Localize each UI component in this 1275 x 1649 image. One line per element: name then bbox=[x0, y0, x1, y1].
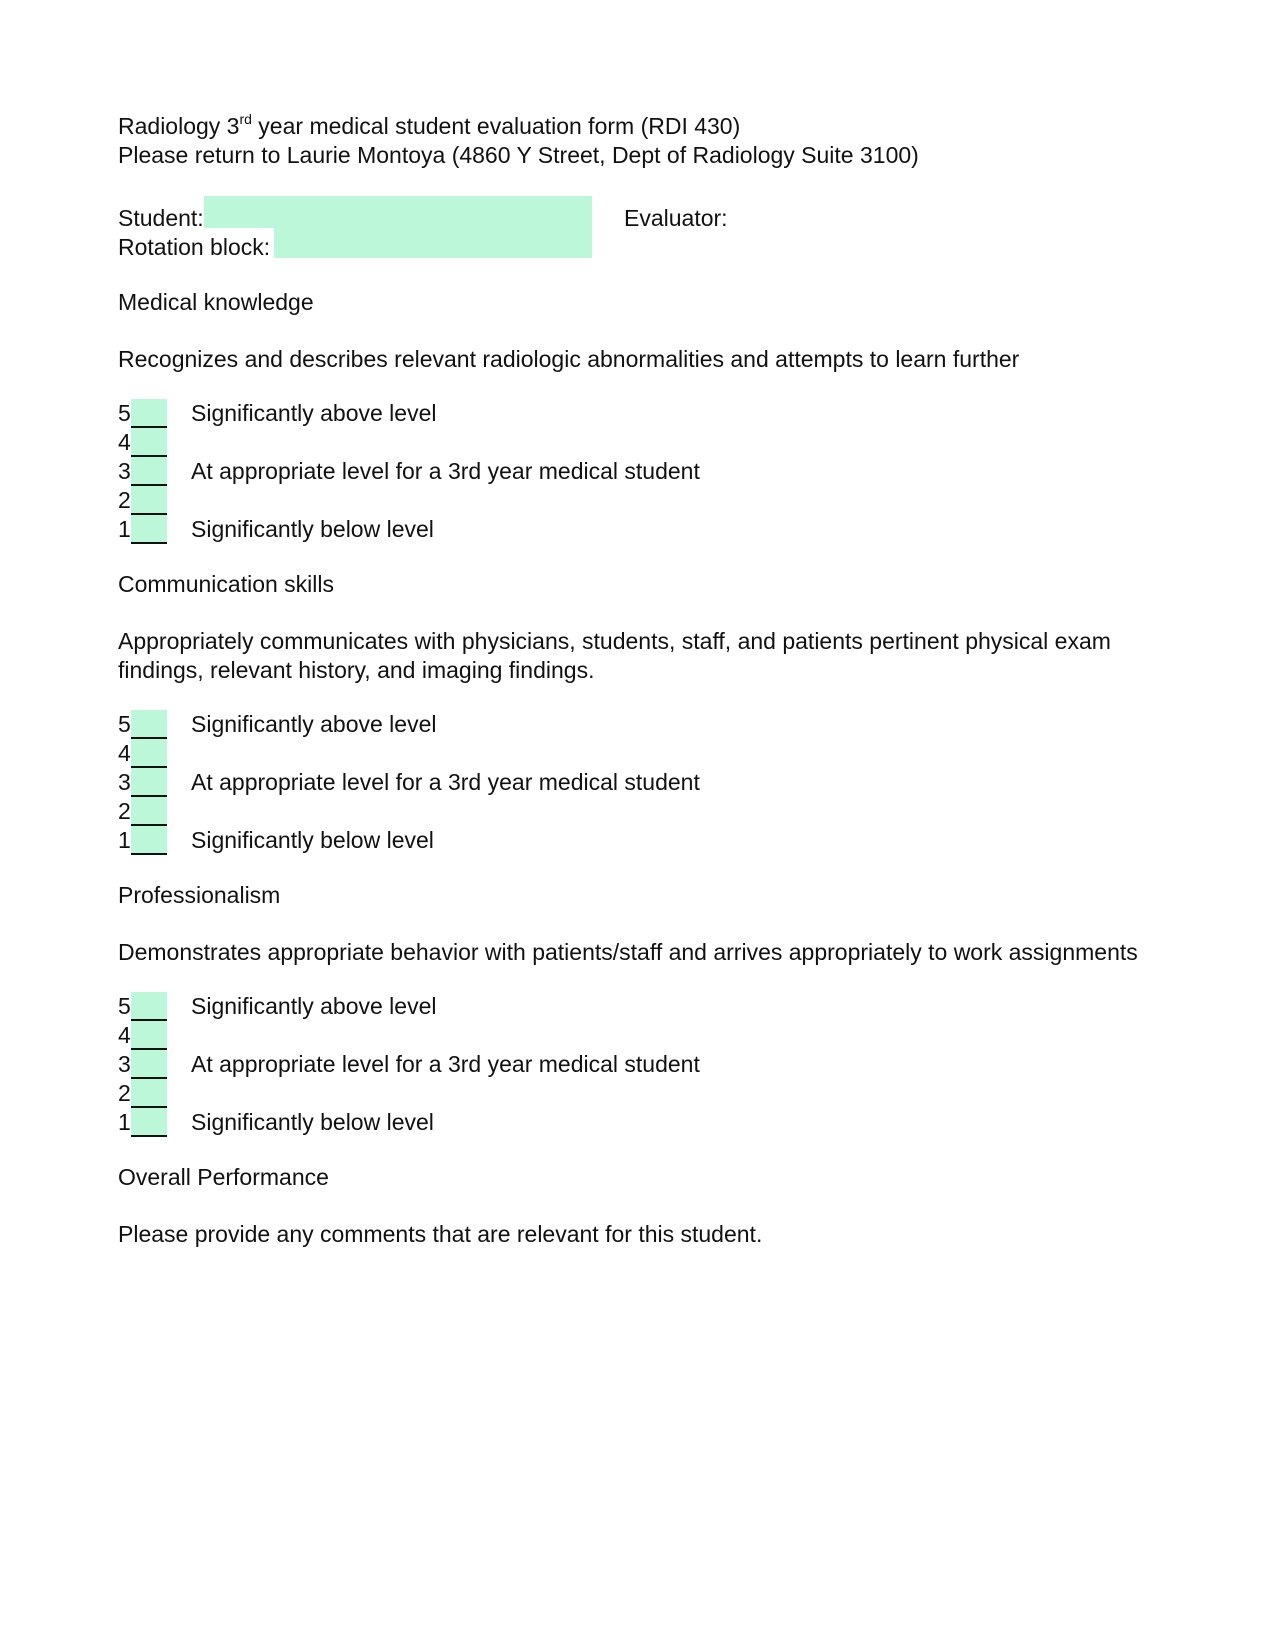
question-medical-knowledge: Recognizes and describes relevant radiologic abnormalities and attempts to learn further bbox=[118, 346, 1020, 372]
rating-blank[interactable] bbox=[131, 992, 167, 1021]
rating-label-high: Significantly above level bbox=[191, 993, 437, 1019]
rating-blank[interactable] bbox=[131, 1021, 167, 1050]
rating-option bbox=[118, 739, 1198, 768]
rating-number: 4 bbox=[118, 429, 131, 455]
student-field[interactable] bbox=[204, 196, 592, 228]
rating-option bbox=[118, 1050, 1198, 1079]
section-title-overall-performance: Overall Performance bbox=[118, 1164, 329, 1190]
rating-label-low: Significantly below level bbox=[191, 827, 434, 853]
rating-label-high: Significantly above level bbox=[191, 711, 437, 737]
title-superscript: rd bbox=[239, 111, 252, 127]
rating-option bbox=[118, 486, 1198, 515]
rating-label-mid: At appropriate level for a 3rd year medical student bbox=[191, 769, 700, 795]
rating-number: 5 bbox=[118, 400, 131, 426]
rating-number: 4 bbox=[118, 740, 131, 766]
rating-blank[interactable] bbox=[131, 428, 167, 457]
rating-number: 3 bbox=[118, 458, 131, 484]
rating-blank[interactable] bbox=[131, 457, 167, 486]
rating-number: 5 bbox=[118, 993, 131, 1019]
rating-option bbox=[118, 428, 1198, 457]
rating-blank[interactable] bbox=[131, 739, 167, 768]
rating-number: 1 bbox=[118, 1109, 131, 1135]
rating-blank[interactable] bbox=[131, 399, 167, 428]
rating-number: 4 bbox=[118, 1022, 131, 1048]
section-title-professionalism: Professionalism bbox=[118, 882, 281, 908]
rating-number: 3 bbox=[118, 1051, 131, 1077]
question-communication-skills: Appropriately communicates with physicians, students, staff, and patients pertinent physical exam findings, relevant history, and imaging findings. bbox=[118, 628, 1111, 683]
rating-option bbox=[118, 826, 1198, 855]
evaluation-form bbox=[118, 112, 1198, 1249]
rating-scale-communication-skills bbox=[118, 710, 1198, 855]
rotation-field[interactable] bbox=[274, 228, 592, 258]
rating-option bbox=[118, 457, 1198, 486]
rating-number: 2 bbox=[118, 1080, 131, 1106]
rating-blank[interactable] bbox=[131, 797, 167, 826]
rating-option bbox=[118, 399, 1198, 428]
section-title-communication-skills: Communication skills bbox=[118, 571, 335, 597]
rating-blank[interactable] bbox=[131, 710, 167, 739]
return-instructions: Please return to Laurie Montoya (4860 Y Street, Dept of Radiology Suite 3100) bbox=[118, 142, 919, 168]
student-label: Student: bbox=[118, 205, 204, 231]
question-professionalism: Demonstrates appropriate behavior with patients/staff and arrives appropriately to work assignments bbox=[118, 939, 1138, 965]
rating-option bbox=[118, 710, 1198, 739]
rating-number: 1 bbox=[118, 516, 131, 542]
rating-option bbox=[118, 1021, 1198, 1050]
rating-option bbox=[118, 768, 1198, 797]
rating-number: 2 bbox=[118, 487, 131, 513]
rating-label-high: Significantly above level bbox=[191, 400, 437, 426]
title-text: Radiology 3 bbox=[118, 113, 240, 139]
header-fields bbox=[118, 196, 1198, 262]
rating-blank[interactable] bbox=[131, 768, 167, 797]
rating-blank[interactable] bbox=[131, 1079, 167, 1108]
rating-blank[interactable] bbox=[131, 515, 167, 544]
rotation-label: Rotation block: bbox=[118, 234, 271, 260]
form-title bbox=[118, 112, 1198, 141]
rating-number: 1 bbox=[118, 827, 131, 853]
rating-number: 2 bbox=[118, 798, 131, 824]
rating-scale-medical-knowledge bbox=[118, 399, 1198, 544]
rating-option bbox=[118, 1108, 1198, 1137]
rating-blank[interactable] bbox=[131, 826, 167, 855]
rating-option bbox=[118, 1079, 1198, 1108]
rating-label-mid: At appropriate level for a 3rd year medical student bbox=[191, 1051, 700, 1077]
rating-label-mid: At appropriate level for a 3rd year medical student bbox=[191, 458, 700, 484]
rating-blank[interactable] bbox=[131, 486, 167, 515]
title-text-rest: year medical student evaluation form (RDI 430) bbox=[251, 113, 741, 139]
rating-number: 3 bbox=[118, 769, 131, 795]
rating-number: 5 bbox=[118, 711, 131, 737]
rating-label-low: Significantly below level bbox=[191, 516, 434, 542]
rating-option bbox=[118, 515, 1198, 544]
rating-blank[interactable] bbox=[131, 1108, 167, 1137]
rating-label-low: Significantly below level bbox=[191, 1109, 434, 1135]
rating-scale-professionalism bbox=[118, 992, 1198, 1137]
rating-blank[interactable] bbox=[131, 1050, 167, 1079]
rating-option bbox=[118, 797, 1198, 826]
section-title-medical-knowledge: Medical knowledge bbox=[118, 289, 314, 315]
evaluator-label: Evaluator: bbox=[624, 205, 728, 231]
overall-comments-prompt: Please provide any comments that are relevant for this student. bbox=[118, 1221, 763, 1247]
rating-option bbox=[118, 992, 1198, 1021]
